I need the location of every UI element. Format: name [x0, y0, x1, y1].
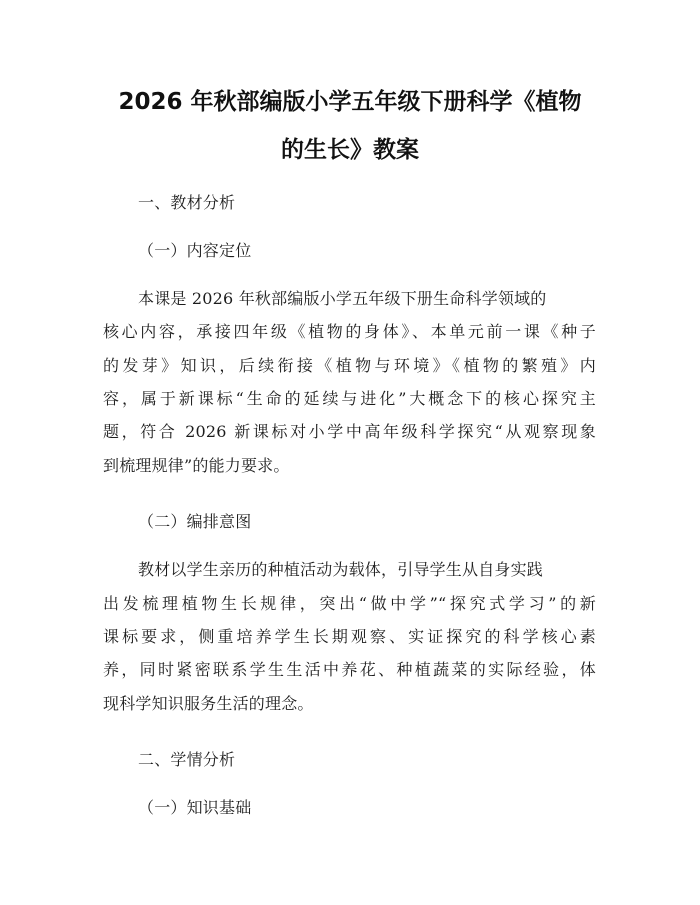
paragraph-1-line-2: 核心内容，承接四年级《植物的身体》、本单元前一课《种子 — [103, 322, 596, 341]
subsection-2-1-heading: （一）知识基础 — [138, 798, 252, 817]
section-1-heading: 一、教材分析 — [138, 193, 236, 212]
section-2-heading: 二、学情分析 — [138, 750, 236, 769]
paragraph-1-line-1: 本课是 2026 年秋部编版小学五年级下册生命科学领域的 — [138, 289, 547, 308]
paragraph-1-line-3: 的发芽》知识，后续衔接《植物与环境》《植物的繁殖》内 — [103, 356, 596, 375]
paragraph-1-line-4: 容，属于新课标“生命的延续与进化”大概念下的核心探究主 — [103, 389, 596, 408]
subsection-1-2-heading: （二）编排意图 — [138, 512, 252, 531]
document-title-line-2: 的生长》教案 — [281, 137, 419, 163]
paragraph-1-line-5: 题，符合 2026 新课标对小学中高年级科学探究“从观察现象 — [103, 422, 596, 441]
paragraph-2-line-5: 现科学知识服务生活的理念。 — [103, 694, 314, 713]
paragraph-2-line-4: 养，同时紧密联系学生生活中养花、种植蔬菜的实际经验，体 — [103, 660, 596, 679]
paragraph-2-line-2: 出发梳理植物生长规律，突出“做中学”“探究式学习”的新 — [103, 594, 596, 613]
paragraph-1-line-6: 到梳理规律”的能力要求。 — [103, 456, 290, 475]
document-title-line-1: 2026 年秋部编版小学五年级下册科学《植物 — [118, 89, 582, 115]
subsection-1-1-heading: （一）内容定位 — [138, 241, 252, 260]
paragraph-2-line-1: 教材以学生亲历的种植活动为载体，引导学生从自身实践 — [138, 560, 544, 579]
paragraph-2-line-3: 课标要求，侧重培养学生长期观察、实证探究的科学核心素 — [103, 627, 596, 646]
